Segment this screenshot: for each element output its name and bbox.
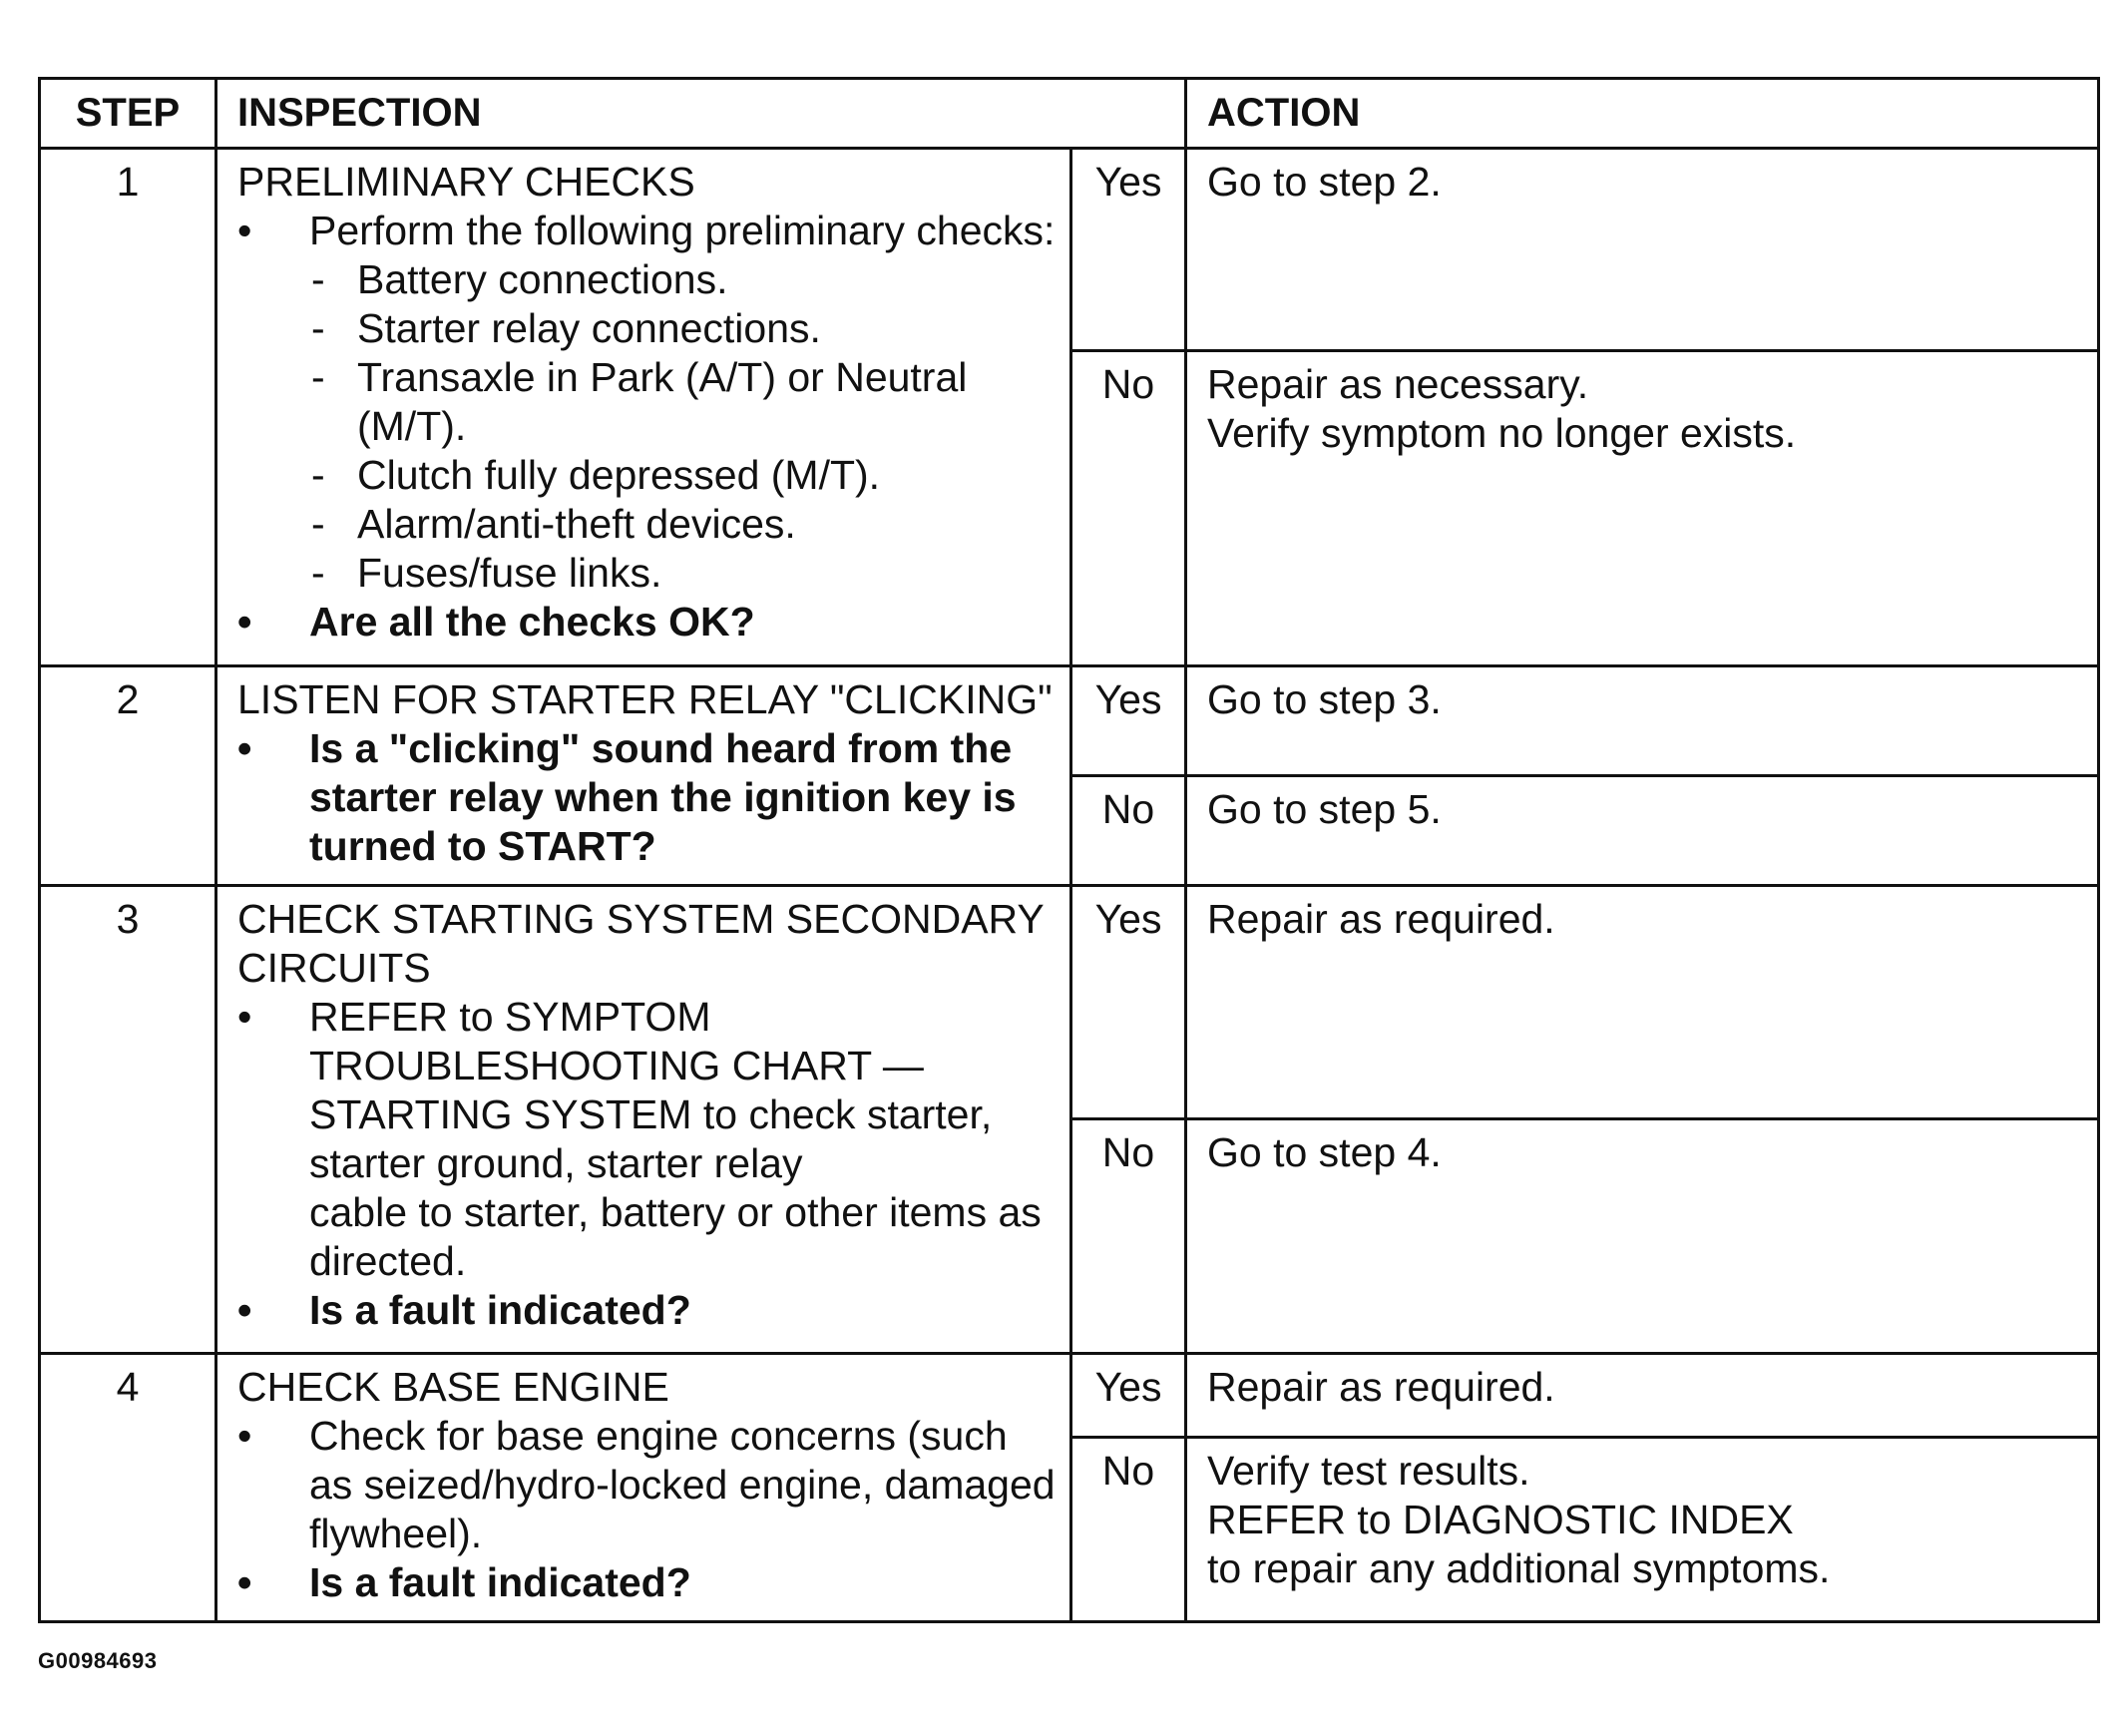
step-1-subitem: - Alarm/anti-theft devices. — [309, 500, 1056, 549]
step-3-inspection — [216, 885, 1071, 1353]
diagnostic-table — [38, 77, 2100, 1623]
header-row — [40, 79, 2099, 149]
step-2-no-action — [1186, 776, 2099, 886]
step-1-question: • Are all the checks OK? — [237, 598, 1056, 647]
action-line: Go to step 4. — [1207, 1129, 1442, 1176]
step-3-instruction: • REFER to SYMPTOM TROUBLESHOOTING CHART — STARTING SYSTEM to check starter, starter ground, starter relay cable to starter, battery or other items as directed. — [237, 993, 1056, 1286]
step-1-subitem: - Battery connections. — [309, 255, 1056, 304]
step-1-number: 1 — [40, 149, 216, 666]
step-3-yes-action: Repair as required. — [1186, 885, 2099, 1119]
step-2-title: LISTEN FOR STARTER RELAY "CLICKING" — [237, 676, 1053, 723]
step-4-no-action — [1186, 1437, 2099, 1621]
header-inspection: INSPECTION — [216, 79, 1186, 149]
action-line: REFER to DIAGNOSTIC INDEX — [1207, 1496, 1794, 1542]
action-line: Verify test results. — [1207, 1447, 1530, 1494]
action-line: Verify symptom no longer exists. — [1207, 410, 1797, 457]
step-2-number: 2 — [40, 666, 216, 885]
step-4-no-label: No — [1071, 1437, 1186, 1621]
step-2-yes-row — [40, 666, 2099, 776]
action-line: Repair as necessary. — [1207, 361, 1589, 408]
step-1-subitem: - Fuses/fuse links. — [309, 549, 1056, 598]
step-1-yes-label: Yes — [1071, 149, 1186, 351]
step-4-yes-row — [40, 1353, 2099, 1437]
action-line: Go to step 5. — [1207, 786, 1442, 833]
step-4-number: 4 — [40, 1353, 216, 1621]
step-2-yes-action: Go to step 3. — [1186, 666, 2099, 776]
step-1-instruction: • Perform the following preliminary checks: - Battery connections. - Starter relay connections. - Transaxle in Park (A/T) or Neutral (M/T). - Clutch fully depressed (M/T). - Alarm/anti-theft devices. - Fuses/fuse links. — [237, 207, 1056, 598]
step-2-no-label: No — [1071, 776, 1186, 886]
header-step: STEP — [40, 79, 216, 149]
step-3-no-label: No — [1071, 1119, 1186, 1354]
step-2-question: • Is a "clicking" sound heard from the starter relay when the ignition key is turned to START? — [237, 724, 1056, 871]
step-3-question: • Is a fault indicated? — [237, 1286, 1056, 1335]
step-3-yes-label: Yes — [1071, 885, 1186, 1119]
step-1-subitem: - Transaxle in Park (A/T) or Neutral (M/T). — [309, 353, 1056, 451]
step-3-no-action — [1186, 1119, 2099, 1354]
step-3-yes-row — [40, 885, 2099, 1119]
step-1-subitem: - Starter relay connections. — [309, 304, 1056, 353]
step-3-number: 3 — [40, 885, 216, 1353]
step-4-question: • Is a fault indicated? — [237, 1558, 1056, 1607]
step-1-inspection — [216, 149, 1071, 666]
step-2-yes-label: Yes — [1071, 666, 1186, 776]
action-line: to repair any additional symptoms. — [1207, 1544, 1831, 1591]
figure-id: G00984693 — [38, 1648, 158, 1673]
step-1-title: PRELIMINARY CHECKS — [237, 159, 695, 206]
step-4-title: CHECK BASE ENGINE — [237, 1363, 669, 1410]
step-1-yes-row — [40, 149, 2099, 351]
header-action: ACTION — [1186, 79, 2099, 149]
step-4-instruction: • Check for base engine concerns (such as seized/hydro-locked engine, damaged flywheel). — [237, 1412, 1056, 1558]
step-1-yes-action: Go to step 2. — [1186, 149, 2099, 351]
step-1-no-label: No — [1071, 351, 1186, 666]
step-3-title: CHECK STARTING SYSTEM SECONDARY CIRCUITS — [237, 895, 1045, 991]
step-2-inspection — [216, 666, 1071, 885]
step-1-no-action — [1186, 351, 2099, 666]
step-4-yes-label: Yes — [1071, 1353, 1186, 1437]
step-4-inspection — [216, 1353, 1071, 1621]
step-4-yes-action: Repair as required. — [1186, 1353, 2099, 1437]
step-1-subitem: - Clutch fully depressed (M/T). — [309, 451, 1056, 500]
